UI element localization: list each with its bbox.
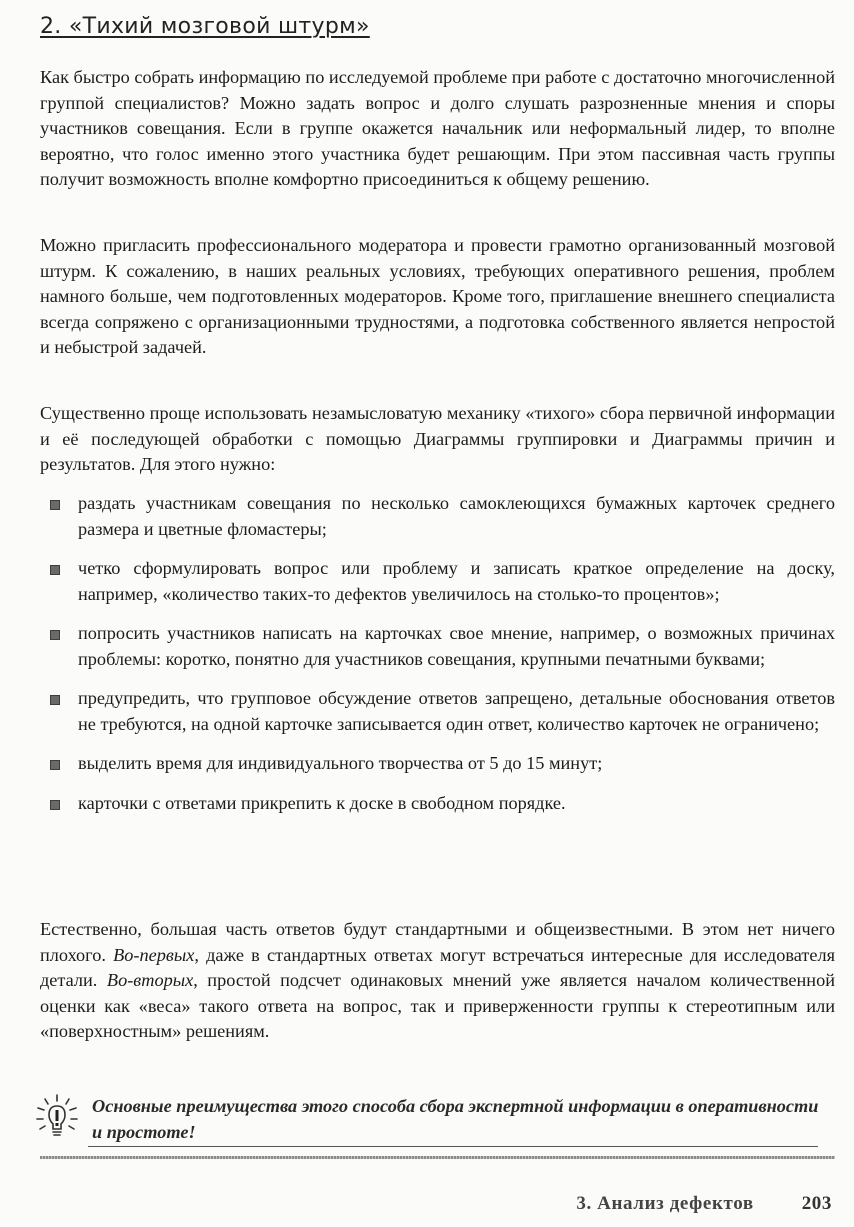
list-item [40,491,835,542]
list-item-text: попросить участников написать на карточках свое мнение, например, о возможных причинах проблемы: коротко, понятно для участников совещания, крупными печатными буквами; [78,623,835,669]
paragraph-4-part-3: , простой подсчет одинаковых мнений уже является началом количественной оценки как «веса» такого ответа на вопрос, так и приверженности группы к стереотипным или «поверхностным» решениям. [40,970,836,1041]
key-advantage-note: Основные преимущества этого способа сбора экспертной информации в оперативности и простоте! [92,1096,819,1142]
emphasis-first: Во-первых [113,944,195,965]
page-footer [576,1193,832,1215]
list-item [40,751,835,777]
note-divider [88,1146,818,1147]
lightbulb-icon [34,1092,80,1140]
list-item [40,621,835,672]
chapter-title: 3. Анализ дефектов [576,1193,754,1214]
emphasis-second: Во-вторых [106,970,194,990]
square-bullet-icon [50,500,60,510]
paragraph-1: Как быстро собрать информацию по исследуемой проблеме при работе с достаточно многочисленной группой специалистов? Можно задать вопрос и долго слушать разрозненные мнения и споры участников совещания. Если в группе окажется начальник или неформальный лидер, то вполне вероятно, что голос именно этого участника будет решающим. При этом пассивная часть группы получит возможность вполне комфортно присоединиться к общему решению. [40,67,835,189]
list-item-text: четко сформулировать вопрос или проблему и записать краткое определение на доску, например, «количество таких-то дефектов увеличилось на столько-то процентов»; [78,558,835,604]
section-heading: 2. «Тихий мозговой штурм» [40,14,370,39]
square-bullet-icon [50,800,60,810]
list-item-text: карточки с ответами прикрепить к доске в свободном порядке. [78,792,566,813]
page-number: 203 [801,1193,832,1214]
square-bullet-icon [50,760,60,770]
footer-divider [40,1156,835,1159]
paragraph-3: Существенно проще использовать незамысловатую механику «тихого» сбора первичной информации и её последующей обработки с помощью Диаграммы группировки и Диаграммы причин и результатов. Для этого нужно: [40,403,835,474]
steps-list [40,491,835,830]
list-item [40,686,835,737]
square-bullet-icon [50,695,60,705]
paragraph-2: Можно пригласить профессионального модератора и провести грамотно организованный мозговой штурм. К сожалению, в наших реальных условиях, требующих оперативного решения, проблем намного больше, чем подготовленных модераторов. Кроме того, приглашение внешнего специалиста всегда сопряжено с организационными трудностями, а подготовка собственного является непростой и небыстрой задачей. [40,235,835,357]
list-item [40,556,835,607]
list-item-text: раздать участникам совещания по несколько самоклеющихся бумажных карточек среднего размера и цветные фломастеры; [78,493,835,539]
list-item-text: предупредить, что групповое обсуждение ответов запрещено, детальные обоснования ответов не требуются, на одной карточке записывается один ответ, количество карточек не ограничено; [78,688,835,734]
paragraph-4-part-1: Естественно, большая часть ответов будут стандартными и общеизвестными. В этом нет ничего плохого. [40,919,835,965]
square-bullet-icon [50,630,60,640]
list-item-text: выделить время для индивидуального творчества от 5 до 15 минут; [78,753,603,773]
paragraph-4 [40,917,835,1045]
list-item [40,791,835,817]
square-bullet-icon [50,565,60,575]
paragraph-4-part-2: , даже в стандартных ответах могут встречаться интересные для исследователя детали. [40,944,836,990]
